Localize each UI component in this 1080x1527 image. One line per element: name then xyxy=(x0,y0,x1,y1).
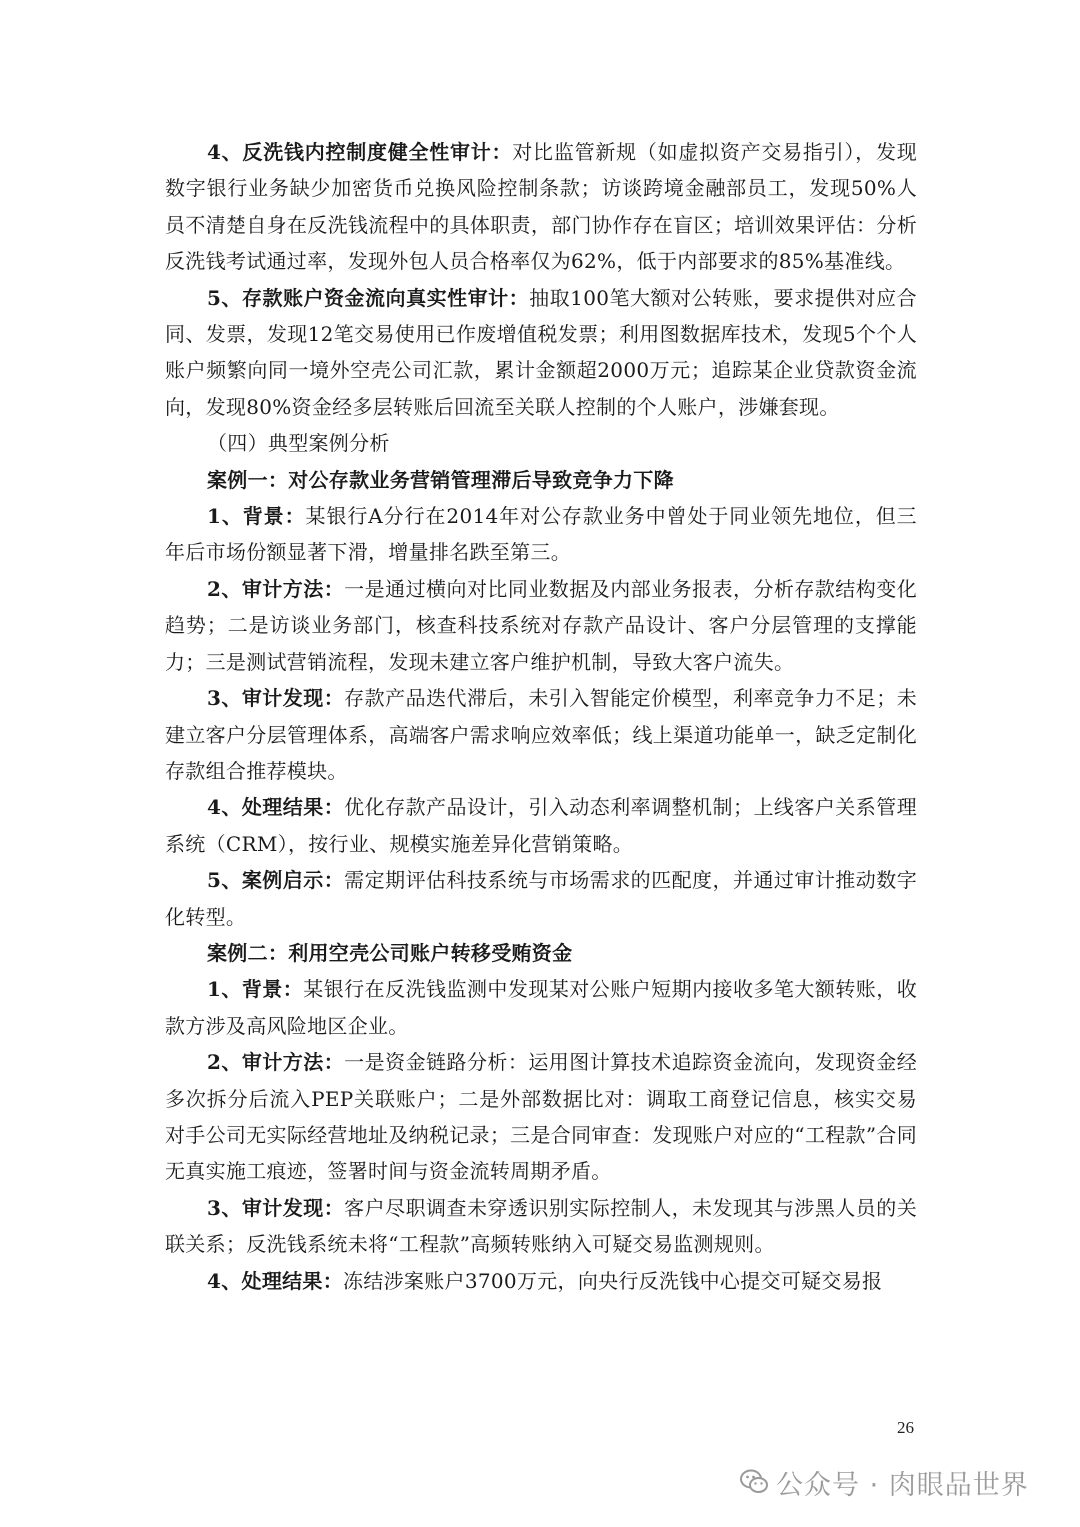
paragraph-deposit-flow-audit xyxy=(165,280,917,426)
item-text: 优化存款产品设计，引入动态利率调整机制；上线客户关系管理系统（CRM），按行业、规模实施差异化营销策略。 xyxy=(165,795,917,856)
item-text: 一是资金链路分析：运用图计算技术追踪资金流向，发现资金经多次拆分后流入PEP关联账户；二是外部数据比对：调取工商登记信息，核实交易对手公司无实际经营地址及纳税记录；三是合同审查：发现账户对应的“工程款”合同无真实施工痕迹，签署时间与资金流转周期矛盾。 xyxy=(165,1050,917,1184)
item-lead: 4、处理结果： xyxy=(207,795,345,820)
item-lead: 3、审计发现： xyxy=(207,1195,345,1220)
item-lead: 2、审计方法： xyxy=(207,576,345,601)
case2-item xyxy=(165,1263,917,1299)
case1-item xyxy=(165,498,917,571)
item-lead: 1、背景： xyxy=(207,977,304,1002)
document-body xyxy=(165,134,917,1299)
watermark xyxy=(740,1462,1029,1502)
page-number: 26 xyxy=(897,1418,914,1437)
item-text: 某银行在反洗钱监测中发现某对公账户短期内接收多笔大额转账，收款方涉及高风险地区企业。 xyxy=(165,977,918,1038)
item-lead: 3、审计发现： xyxy=(207,686,345,711)
case2-item xyxy=(165,1190,917,1263)
item-text: 某银行A分行在2014年对公存款业务中曾处于同业领先地位，但三年后市场份额显著下滑，增量排名跌至第三。 xyxy=(165,504,917,565)
section-heading: （四）典型案例分析 xyxy=(207,431,390,456)
case1-item xyxy=(165,680,917,789)
wechat-icon xyxy=(740,1469,768,1495)
item-text: 需定期评估科技系统与市场需求的匹配度，并通过审计推动数字化转型。 xyxy=(165,868,917,929)
paragraph-text: 对比监管新规（如虚拟资产交易指引），发现数字银行业务缺少加密货币兑换风险控制条款；访谈跨境金融部员工，发现50%人员不清楚自身在反洗钱流程中的具体职责，部门协作存在盲区；培训效果评估：分析反洗钱考试通过率，发现外包人员合格率仅为62%，低于内部要求的85%基准线。 xyxy=(165,140,918,274)
case2-item xyxy=(165,971,917,1044)
item-text: 冻结涉案账户3700万元，向央行反洗钱中心提交可疑交易报 xyxy=(343,1268,883,1293)
case2-item xyxy=(165,1044,917,1190)
case1-title: 案例一：对公存款业务营销管理滞后导致竞争力下降 xyxy=(207,467,674,492)
item-lead: 4、处理结果： xyxy=(207,1268,344,1293)
item-text: 客户尽职调查未穿透识别实际控制人，未发现其与涉黑人员的关联关系；反洗钱系统未将“工程款”高频转账纳入可疑交易监测规则。 xyxy=(165,1195,917,1257)
item-lead: 2、审计方法： xyxy=(207,1050,345,1075)
case1-item xyxy=(165,571,917,680)
item-text: 一是通过横向对比同业数据及内部业务报表，分析存款结构变化趋势；二是访谈业务部门，核查科技系统对存款产品设计、客户分层管理的支撑能力；三是测试营销流程，发现未建立客户维护机制，导致大客户流失。 xyxy=(165,576,917,674)
case1-item xyxy=(165,862,917,935)
case1-item xyxy=(165,789,917,862)
item-lead: 5、案例启示： xyxy=(207,868,345,893)
watermark-text: 公众号 · 肉眼品世界 xyxy=(776,1469,1029,1501)
paragraph-text: 抽取100笔大额对公转账，要求提供对应合同、发票，发现12笔交易使用已作废增值税发票；利用图数据库技术，发现5个个人账户频繁向同一境外空壳公司汇款，累计金额超2000万元；追踪某企业贷款资金流向，发现80%资金经多层转账后回流至关联人控制的个人账户，涉嫌套现。 xyxy=(165,285,917,419)
case2-title: 案例二：利用空壳公司账户转移受贿资金 xyxy=(207,940,573,965)
paragraph-aml-internal-control xyxy=(165,134,917,280)
paragraph-lead: 5、存款账户资金流向真实性审计： xyxy=(207,285,530,310)
item-text: 存款产品迭代滞后，未引入智能定价模型，利率竞争力不足；未建立客户分层管理体系，高端客户需求响应效率低；线上渠道功能单一，缺乏定制化存款组合推荐模块。 xyxy=(165,686,917,783)
paragraph-lead: 4、反洗钱内控制度健全性审计： xyxy=(207,140,513,164)
item-lead: 1、背景： xyxy=(207,504,306,529)
